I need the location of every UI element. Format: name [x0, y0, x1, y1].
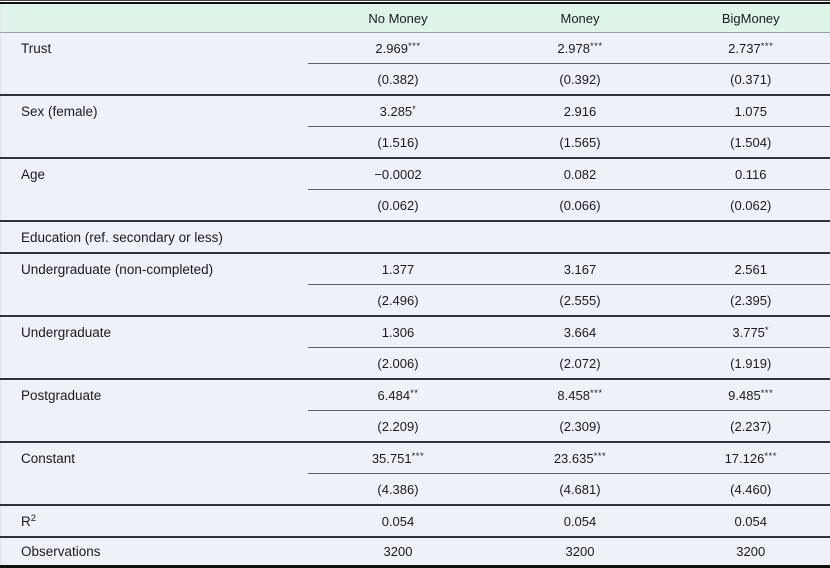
statistic-value: 3200	[672, 537, 830, 567]
empty-label-cell	[1, 348, 308, 380]
statistic-value: 0.054	[672, 505, 830, 537]
empty-cell	[489, 221, 672, 253]
significance-stars: ***	[590, 388, 603, 399]
significance-stars: *	[765, 325, 769, 336]
significance-stars: ***	[408, 41, 421, 52]
standard-error-value: (2.395)	[672, 285, 830, 317]
coefficient-value: 3.775*	[672, 316, 830, 348]
statistic-value: 3200	[308, 537, 489, 567]
empty-label-cell	[1, 474, 308, 506]
coefficient-value: 6.484**	[308, 379, 489, 411]
coefficient-value: 0.116	[672, 158, 830, 190]
standard-error-value: (4.386)	[308, 474, 489, 506]
coefficient-value: 8.458***	[489, 379, 672, 411]
empty-label-cell	[1, 411, 308, 443]
standard-error-value: (0.371)	[672, 64, 830, 96]
superscript: 2	[31, 513, 36, 524]
standard-error-value: (1.919)	[672, 348, 830, 380]
statistic-label: Observations	[1, 537, 308, 567]
standard-error-value: (2.006)	[308, 348, 489, 380]
statistic-value: 3200	[489, 537, 672, 567]
standard-error-value: (2.237)	[672, 411, 830, 443]
coefficient-value: 2.561	[672, 253, 830, 285]
empty-cell	[308, 221, 489, 253]
variable-label: Constant	[1, 442, 308, 474]
standard-error-value: (0.392)	[489, 64, 672, 96]
empty-label-cell	[1, 64, 308, 96]
significance-stars: ***	[594, 451, 607, 462]
variable-label: Sex (female)	[1, 95, 308, 127]
variable-label: Trust	[1, 33, 308, 64]
standard-error-row	[1, 474, 830, 506]
standard-error-value: (4.681)	[489, 474, 672, 506]
column-header-no-money: No Money	[308, 3, 489, 33]
significance-stars: ***	[761, 388, 774, 399]
standard-error-value: (2.555)	[489, 285, 672, 317]
column-header-money: Money	[489, 3, 672, 33]
significance-stars: ***	[761, 41, 774, 52]
significance-stars: *	[412, 104, 416, 115]
table-body	[1, 33, 830, 567]
standard-error-value: (0.382)	[308, 64, 489, 96]
significance-stars: ***	[764, 451, 777, 462]
coefficient-value: 35.751***	[308, 442, 489, 474]
coefficient-value: 17.126***	[672, 442, 830, 474]
variable-label: Undergraduate (non-completed)	[1, 253, 308, 285]
header-label-cell	[1, 3, 308, 33]
coefficient-row	[1, 95, 830, 127]
coefficient-value: 2.978***	[489, 33, 672, 64]
standard-error-value: (4.460)	[672, 474, 830, 506]
standard-error-value: (2.072)	[489, 348, 672, 380]
standard-error-value: (1.504)	[672, 127, 830, 159]
coefficient-row	[1, 253, 830, 285]
standard-error-row	[1, 127, 830, 159]
standard-error-value: (2.496)	[308, 285, 489, 317]
regression-table	[0, 2, 830, 568]
column-header-bigmoney: BigMoney	[672, 3, 830, 33]
coefficient-value: 1.377	[308, 253, 489, 285]
standard-error-value: (0.066)	[489, 190, 672, 222]
coefficient-value: 23.635***	[489, 442, 672, 474]
statistic-row	[1, 505, 830, 537]
statistic-label: $R^2$	[1, 505, 308, 537]
standard-error-value: (0.062)	[672, 190, 830, 222]
variable-label: Postgraduate	[1, 379, 308, 411]
empty-cell	[672, 221, 830, 253]
statistic-value: 0.054	[308, 505, 489, 537]
standard-error-row	[1, 64, 830, 96]
coefficient-value: 3.167	[489, 253, 672, 285]
coefficient-row	[1, 442, 830, 474]
statistic-row	[1, 537, 830, 567]
coefficient-value: 1.075	[672, 95, 830, 127]
standard-error-value: (0.062)	[308, 190, 489, 222]
coefficient-value: 3.285*	[308, 95, 489, 127]
coefficient-value: 3.664	[489, 316, 672, 348]
statistic-value: 0.054	[489, 505, 672, 537]
coefficient-value: 2.737***	[672, 33, 830, 64]
standard-error-value: (2.309)	[489, 411, 672, 443]
header-row	[1, 3, 830, 33]
coefficient-value: 2.916	[489, 95, 672, 127]
coefficient-value: 9.485***	[672, 379, 830, 411]
standard-error-value: (2.209)	[308, 411, 489, 443]
standard-error-row	[1, 285, 830, 317]
coefficient-row	[1, 158, 830, 190]
empty-label-cell	[1, 285, 308, 317]
coefficient-value: 2.969***	[308, 33, 489, 64]
coefficient-value: 1.306	[308, 316, 489, 348]
coefficient-row	[1, 316, 830, 348]
standard-error-row	[1, 411, 830, 443]
significance-stars: ***	[412, 451, 425, 462]
variable-label: Undergraduate	[1, 316, 308, 348]
standard-error-row	[1, 190, 830, 222]
coefficient-row	[1, 379, 830, 411]
empty-label-cell	[1, 127, 308, 159]
significance-stars: ***	[590, 41, 603, 52]
coefficient-value: 0.082	[489, 158, 672, 190]
section-label: Education (ref. secondary or less)	[1, 221, 308, 253]
coefficient-row	[1, 33, 830, 64]
standard-error-row	[1, 348, 830, 380]
standard-error-value: (1.565)	[489, 127, 672, 159]
variable-label: Age	[1, 158, 308, 190]
significance-stars: **	[410, 388, 418, 399]
section-header-row	[1, 221, 830, 253]
coefficient-value: −0.0002	[308, 158, 489, 190]
standard-error-value: (1.516)	[308, 127, 489, 159]
empty-label-cell	[1, 190, 308, 222]
